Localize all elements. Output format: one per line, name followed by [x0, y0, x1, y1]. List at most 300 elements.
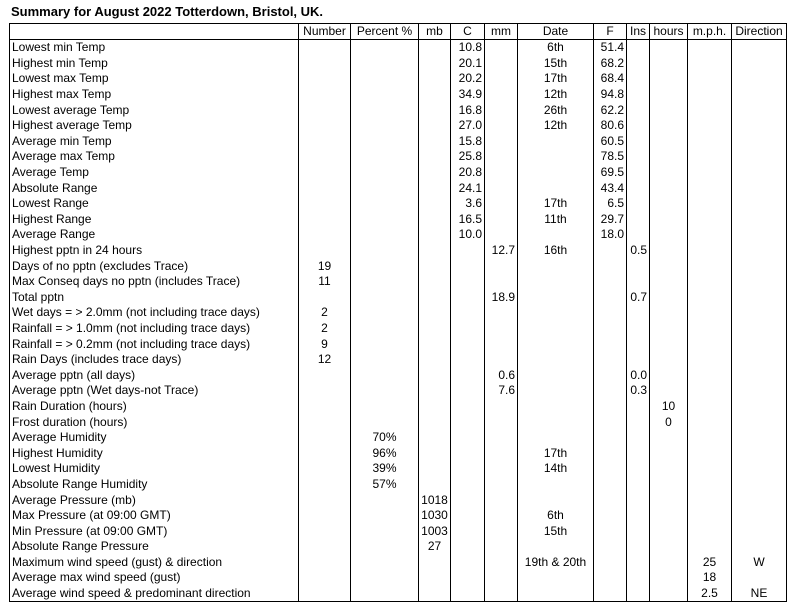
cell-mph: [688, 165, 732, 181]
table-row: [10, 118, 787, 134]
header-mb: mb: [419, 24, 451, 40]
cell-c: 16.8: [451, 102, 485, 118]
cell-mm: [485, 40, 518, 56]
cell-hours: [650, 165, 688, 181]
cell-ins: [627, 555, 650, 571]
cell-number: [299, 56, 351, 72]
cell-mm: [485, 492, 518, 508]
cell-mb: [419, 367, 451, 383]
cell-hours: [650, 461, 688, 477]
cell-f: 6.5: [594, 196, 627, 212]
table-row: [10, 336, 787, 352]
cell-date: 15th: [518, 523, 594, 539]
table-row: [10, 383, 787, 399]
cell-label: Rain Duration (hours): [10, 399, 299, 415]
cell-f: 29.7: [594, 212, 627, 228]
cell-label: Average Humidity: [10, 430, 299, 446]
summary-table: [9, 23, 787, 602]
cell-hours: [650, 243, 688, 259]
cell-mm: [485, 477, 518, 493]
table-row: [10, 445, 787, 461]
cell-mm: [485, 196, 518, 212]
cell-ins: [627, 149, 650, 165]
cell-hours: [650, 430, 688, 446]
cell-hours: [650, 445, 688, 461]
header-mm: mm: [485, 24, 518, 40]
cell-hours: [650, 492, 688, 508]
cell-percent: [351, 523, 419, 539]
cell-direction: NE: [732, 586, 787, 602]
cell-direction: [732, 165, 787, 181]
cell-mb: [419, 383, 451, 399]
cell-label: Average wind speed & predominant direction: [10, 586, 299, 602]
cell-ins: [627, 56, 650, 72]
cell-c: 16.5: [451, 212, 485, 228]
cell-mb: [419, 196, 451, 212]
cell-ins: 0.0: [627, 367, 650, 383]
cell-percent: [351, 87, 419, 103]
cell-hours: [650, 367, 688, 383]
cell-mb: [419, 321, 451, 337]
cell-c: [451, 445, 485, 461]
table-row: [10, 149, 787, 165]
cell-date: 6th: [518, 40, 594, 56]
cell-c: 3.6: [451, 196, 485, 212]
cell-mph: [688, 40, 732, 56]
cell-percent: [351, 367, 419, 383]
cell-mm: [485, 555, 518, 571]
cell-hours: [650, 149, 688, 165]
cell-label: Average max Temp: [10, 149, 299, 165]
cell-hours: [650, 586, 688, 602]
table-row: [10, 555, 787, 571]
cell-number: [299, 477, 351, 493]
cell-mb: [419, 165, 451, 181]
cell-ins: 0.5: [627, 243, 650, 259]
cell-hours: [650, 539, 688, 555]
cell-label: Maximum wind speed (gust) & direction: [10, 555, 299, 571]
cell-mm: [485, 165, 518, 181]
cell-percent: [351, 71, 419, 87]
cell-direction: [732, 40, 787, 56]
cell-number: [299, 523, 351, 539]
cell-f: 68.4: [594, 71, 627, 87]
cell-mb: [419, 274, 451, 290]
cell-mm: [485, 570, 518, 586]
cell-label: Days of no pptn (excludes Trace): [10, 258, 299, 274]
cell-c: 25.8: [451, 149, 485, 165]
table-row: [10, 367, 787, 383]
cell-mb: [419, 258, 451, 274]
cell-percent: 57%: [351, 477, 419, 493]
cell-c: [451, 492, 485, 508]
cell-date: [518, 367, 594, 383]
cell-f: [594, 383, 627, 399]
cell-c: [451, 383, 485, 399]
cell-c: [451, 367, 485, 383]
cell-number: [299, 290, 351, 306]
cell-percent: [351, 290, 419, 306]
cell-label: Highest max Temp: [10, 87, 299, 103]
cell-c: 20.1: [451, 56, 485, 72]
table-body: [10, 40, 787, 602]
cell-label: Rainfall = > 1.0mm (not including trace days): [10, 321, 299, 337]
cell-percent: [351, 555, 419, 571]
cell-mph: [688, 227, 732, 243]
cell-percent: [351, 586, 419, 602]
cell-date: [518, 383, 594, 399]
cell-mph: [688, 321, 732, 337]
cell-mph: [688, 477, 732, 493]
cell-c: 10.0: [451, 227, 485, 243]
cell-ins: [627, 586, 650, 602]
cell-direction: [732, 118, 787, 134]
cell-c: [451, 570, 485, 586]
cell-mph: [688, 383, 732, 399]
header-number: Number: [299, 24, 351, 40]
cell-ins: [627, 570, 650, 586]
cell-c: [451, 352, 485, 368]
cell-percent: [351, 399, 419, 415]
cell-mb: [419, 290, 451, 306]
cell-mph: [688, 414, 732, 430]
cell-mm: [485, 258, 518, 274]
cell-ins: 0.3: [627, 383, 650, 399]
cell-date: [518, 149, 594, 165]
cell-percent: [351, 180, 419, 196]
cell-number: [299, 367, 351, 383]
cell-mb: [419, 305, 451, 321]
cell-mph: [688, 352, 732, 368]
cell-mph: [688, 523, 732, 539]
header-hours: hours: [650, 24, 688, 40]
cell-label: Lowest Humidity: [10, 461, 299, 477]
cell-f: 94.8: [594, 87, 627, 103]
cell-date: [518, 492, 594, 508]
cell-hours: [650, 383, 688, 399]
cell-c: [451, 243, 485, 259]
cell-ins: [627, 87, 650, 103]
table-row: [10, 102, 787, 118]
cell-direction: [732, 336, 787, 352]
cell-percent: [351, 118, 419, 134]
cell-direction: [732, 445, 787, 461]
cell-date: [518, 180, 594, 196]
cell-hours: [650, 321, 688, 337]
cell-mm: [485, 118, 518, 134]
cell-direction: W: [732, 555, 787, 571]
cell-direction: [732, 196, 787, 212]
cell-hours: [650, 40, 688, 56]
cell-percent: 96%: [351, 445, 419, 461]
cell-date: [518, 274, 594, 290]
cell-direction: [732, 492, 787, 508]
cell-label: Rainfall = > 0.2mm (not including trace days): [10, 336, 299, 352]
cell-hours: [650, 134, 688, 150]
cell-mm: 12.7: [485, 243, 518, 259]
cell-c: [451, 539, 485, 555]
cell-percent: [351, 165, 419, 181]
cell-mph: [688, 274, 732, 290]
cell-direction: [732, 383, 787, 399]
cell-label: Max Pressure (at 09:00 GMT): [10, 508, 299, 524]
cell-mm: [485, 336, 518, 352]
table-row: [10, 523, 787, 539]
cell-mph: [688, 367, 732, 383]
cell-hours: [650, 274, 688, 290]
cell-percent: 70%: [351, 430, 419, 446]
cell-number: [299, 570, 351, 586]
cell-number: [299, 492, 351, 508]
header-f: F: [594, 24, 627, 40]
cell-mm: [485, 87, 518, 103]
cell-mm: 0.6: [485, 367, 518, 383]
table-row: [10, 414, 787, 430]
cell-mph: [688, 430, 732, 446]
cell-direction: [732, 274, 787, 290]
cell-date: [518, 134, 594, 150]
cell-f: 68.2: [594, 56, 627, 72]
cell-f: [594, 539, 627, 555]
cell-number: [299, 461, 351, 477]
cell-hours: [650, 352, 688, 368]
cell-mb: 1003: [419, 523, 451, 539]
cell-ins: [627, 118, 650, 134]
cell-f: [594, 243, 627, 259]
cell-mb: [419, 227, 451, 243]
cell-mph: [688, 212, 732, 228]
cell-label: Average pptn (Wet days-not Trace): [10, 383, 299, 399]
cell-number: [299, 196, 351, 212]
cell-direction: [732, 399, 787, 415]
cell-c: [451, 414, 485, 430]
cell-label: Highest average Temp: [10, 118, 299, 134]
cell-f: [594, 414, 627, 430]
cell-ins: [627, 352, 650, 368]
cell-mph: [688, 539, 732, 555]
cell-percent: [351, 414, 419, 430]
cell-hours: [650, 570, 688, 586]
table-row: [10, 321, 787, 337]
cell-date: 17th: [518, 71, 594, 87]
cell-mph: [688, 87, 732, 103]
cell-ins: [627, 180, 650, 196]
cell-mm: [485, 461, 518, 477]
table-row: [10, 87, 787, 103]
cell-c: 10.8: [451, 40, 485, 56]
cell-mm: [485, 445, 518, 461]
cell-ins: [627, 492, 650, 508]
cell-ins: 0.7: [627, 290, 650, 306]
cell-label: Lowest max Temp: [10, 71, 299, 87]
cell-mm: [485, 71, 518, 87]
cell-mph: [688, 258, 732, 274]
cell-direction: [732, 430, 787, 446]
cell-number: [299, 508, 351, 524]
cell-ins: [627, 539, 650, 555]
cell-mb: [419, 336, 451, 352]
cell-mm: [485, 305, 518, 321]
cell-date: [518, 477, 594, 493]
cell-mb: 1018: [419, 492, 451, 508]
cell-direction: [732, 212, 787, 228]
cell-ins: [627, 71, 650, 87]
cell-percent: [351, 492, 419, 508]
cell-ins: [627, 305, 650, 321]
header-direction: Direction: [732, 24, 787, 40]
cell-hours: [650, 102, 688, 118]
cell-direction: [732, 243, 787, 259]
cell-percent: [351, 383, 419, 399]
cell-date: [518, 290, 594, 306]
cell-mm: [485, 586, 518, 602]
table-row: [10, 461, 787, 477]
cell-label: Frost duration (hours): [10, 414, 299, 430]
cell-number: [299, 71, 351, 87]
cell-c: [451, 523, 485, 539]
cell-date: [518, 430, 594, 446]
cell-direction: [732, 134, 787, 150]
cell-c: [451, 477, 485, 493]
cell-mb: 27: [419, 539, 451, 555]
cell-f: 60.5: [594, 134, 627, 150]
table-row: [10, 71, 787, 87]
header-date: Date: [518, 24, 594, 40]
cell-mph: 18: [688, 570, 732, 586]
table-row: [10, 134, 787, 150]
cell-ins: [627, 414, 650, 430]
cell-mb: [419, 586, 451, 602]
cell-date: 17th: [518, 196, 594, 212]
cell-date: [518, 321, 594, 337]
cell-f: [594, 290, 627, 306]
cell-label: Average Pressure (mb): [10, 492, 299, 508]
cell-f: [594, 336, 627, 352]
table-row: [10, 212, 787, 228]
cell-number: [299, 149, 351, 165]
cell-date: 16th: [518, 243, 594, 259]
cell-percent: [351, 196, 419, 212]
cell-label: Average Temp: [10, 165, 299, 181]
header-row: [10, 24, 787, 40]
table-row: [10, 586, 787, 602]
cell-direction: [732, 180, 787, 196]
cell-hours: 0: [650, 414, 688, 430]
cell-c: 15.8: [451, 134, 485, 150]
cell-percent: [351, 570, 419, 586]
cell-date: 11th: [518, 212, 594, 228]
cell-number: [299, 539, 351, 555]
cell-date: 12th: [518, 87, 594, 103]
cell-hours: [650, 555, 688, 571]
header-c: C: [451, 24, 485, 40]
cell-mb: [419, 102, 451, 118]
cell-date: 19th & 20th: [518, 555, 594, 571]
cell-date: 26th: [518, 102, 594, 118]
cell-number: [299, 180, 351, 196]
cell-f: [594, 523, 627, 539]
cell-c: [451, 336, 485, 352]
cell-percent: [351, 305, 419, 321]
cell-f: 18.0: [594, 227, 627, 243]
table-row: [10, 180, 787, 196]
cell-label: Highest pptn in 24 hours: [10, 243, 299, 259]
cell-number: [299, 430, 351, 446]
cell-f: [594, 492, 627, 508]
cell-mb: [419, 352, 451, 368]
cell-label: Total pptn: [10, 290, 299, 306]
cell-mb: [419, 56, 451, 72]
cell-c: [451, 430, 485, 446]
cell-mph: [688, 508, 732, 524]
cell-mph: [688, 336, 732, 352]
cell-number: [299, 399, 351, 415]
cell-number: [299, 555, 351, 571]
cell-mm: [485, 102, 518, 118]
cell-hours: [650, 227, 688, 243]
cell-mb: [419, 134, 451, 150]
cell-mm: [485, 352, 518, 368]
cell-label: Wet days = > 2.0mm (not including trace days): [10, 305, 299, 321]
cell-f: [594, 508, 627, 524]
cell-mm: 7.6: [485, 383, 518, 399]
cell-mph: [688, 492, 732, 508]
cell-mph: [688, 134, 732, 150]
cell-f: [594, 352, 627, 368]
cell-number: [299, 165, 351, 181]
cell-ins: [627, 196, 650, 212]
cell-ins: [627, 274, 650, 290]
cell-c: [451, 290, 485, 306]
cell-f: 51.4: [594, 40, 627, 56]
cell-c: [451, 305, 485, 321]
cell-direction: [732, 149, 787, 165]
cell-f: [594, 258, 627, 274]
cell-f: 78.5: [594, 149, 627, 165]
cell-ins: [627, 102, 650, 118]
table-row: [10, 399, 787, 415]
cell-ins: [627, 336, 650, 352]
cell-number: [299, 383, 351, 399]
cell-mph: [688, 149, 732, 165]
cell-mph: [688, 102, 732, 118]
cell-direction: [732, 508, 787, 524]
cell-mb: [419, 40, 451, 56]
cell-label: Absolute Range Humidity: [10, 477, 299, 493]
cell-direction: [732, 570, 787, 586]
cell-number: [299, 118, 351, 134]
cell-ins: [627, 461, 650, 477]
cell-direction: [732, 539, 787, 555]
cell-mm: [485, 508, 518, 524]
cell-mb: [419, 87, 451, 103]
cell-hours: [650, 477, 688, 493]
cell-label: Lowest Range: [10, 196, 299, 212]
cell-mb: [419, 555, 451, 571]
cell-mph: [688, 243, 732, 259]
cell-mm: 18.9: [485, 290, 518, 306]
cell-number: [299, 40, 351, 56]
cell-direction: [732, 87, 787, 103]
cell-hours: [650, 305, 688, 321]
cell-number: 2: [299, 305, 351, 321]
cell-direction: [732, 367, 787, 383]
cell-direction: [732, 477, 787, 493]
cell-f: [594, 586, 627, 602]
cell-f: [594, 461, 627, 477]
cell-mm: [485, 321, 518, 337]
cell-c: [451, 555, 485, 571]
